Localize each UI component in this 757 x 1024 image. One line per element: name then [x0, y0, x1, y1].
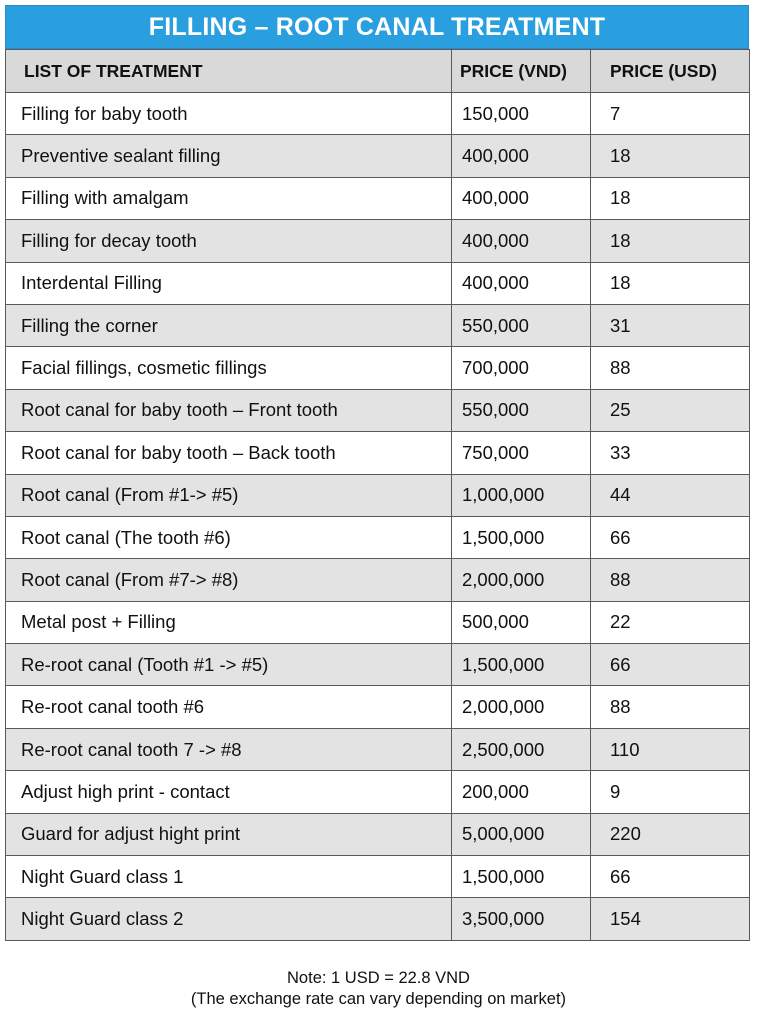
price-vnd: 400,000 [452, 220, 591, 262]
table-row [6, 601, 750, 643]
treatment-name: Guard for adjust hight print [6, 813, 452, 855]
table-row [6, 474, 750, 516]
price-usd: 66 [591, 516, 750, 558]
price-usd: 18 [591, 177, 750, 219]
treatment-name: Filling for decay tooth [6, 220, 452, 262]
price-usd: 66 [591, 644, 750, 686]
price-usd: 18 [591, 220, 750, 262]
treatment-name: Interdental Filling [6, 262, 452, 304]
table-row [6, 813, 750, 855]
table-row [6, 898, 750, 940]
treatment-name: Re-root canal tooth 7 -> #8 [6, 728, 452, 770]
price-vnd: 3,500,000 [452, 898, 591, 940]
price-usd: 220 [591, 813, 750, 855]
treatment-name: Root canal for baby tooth – Front tooth [6, 389, 452, 431]
table-row [6, 347, 750, 389]
price-usd: 7 [591, 93, 750, 135]
price-vnd: 500,000 [452, 601, 591, 643]
price-usd: 88 [591, 347, 750, 389]
table-row [6, 516, 750, 558]
table-row [6, 93, 750, 135]
table-row [6, 771, 750, 813]
treatment-name: Facial fillings, cosmetic fillings [6, 347, 452, 389]
price-vnd: 400,000 [452, 135, 591, 177]
price-vnd: 400,000 [452, 262, 591, 304]
price-usd: 25 [591, 389, 750, 431]
treatment-name: Re-root canal (Tooth #1 -> #5) [6, 644, 452, 686]
table-row [6, 135, 750, 177]
price-vnd: 5,000,000 [452, 813, 591, 855]
price-usd: 88 [591, 559, 750, 601]
price-vnd: 1,000,000 [452, 474, 591, 516]
table-row [6, 728, 750, 770]
treatment-name: Root canal (From #7-> #8) [6, 559, 452, 601]
price-vnd: 2,000,000 [452, 686, 591, 728]
column-header-price-vnd: PRICE (VND) [452, 50, 591, 93]
price-usd: 44 [591, 474, 750, 516]
treatment-name: Filling the corner [6, 304, 452, 346]
price-usd: 22 [591, 601, 750, 643]
treatment-name: Root canal (The tooth #6) [6, 516, 452, 558]
treatment-name: Re-root canal tooth #6 [6, 686, 452, 728]
price-vnd: 700,000 [452, 347, 591, 389]
price-usd: 88 [591, 686, 750, 728]
table-row [6, 262, 750, 304]
treatment-name: Filling for baby tooth [6, 93, 452, 135]
price-vnd: 550,000 [452, 304, 591, 346]
price-vnd: 1,500,000 [452, 516, 591, 558]
price-vnd: 2,000,000 [452, 559, 591, 601]
treatment-name: Metal post + Filling [6, 601, 452, 643]
table-row [6, 177, 750, 219]
price-table [5, 49, 750, 941]
table-row [6, 856, 750, 898]
treatment-name: Root canal for baby tooth – Back tooth [6, 432, 452, 474]
price-vnd: 1,500,000 [452, 856, 591, 898]
exchange-rate-note [0, 968, 757, 1010]
table-row [6, 559, 750, 601]
price-usd: 154 [591, 898, 750, 940]
price-usd: 9 [591, 771, 750, 813]
treatment-name: Filling with amalgam [6, 177, 452, 219]
price-vnd: 1,500,000 [452, 644, 591, 686]
page-title: FILLING – ROOT CANAL TREATMENT [5, 5, 749, 49]
table-row [6, 686, 750, 728]
table-row [6, 304, 750, 346]
exchange-rate-disclaimer: (The exchange rate can vary depending on market) [190, 990, 567, 1008]
treatment-name: Root canal (From #1-> #5) [6, 474, 452, 516]
price-usd: 66 [591, 856, 750, 898]
exchange-rate-line: Note: 1 USD = 22.8 VND [287, 969, 470, 987]
table-row [6, 644, 750, 686]
price-usd: 18 [591, 135, 750, 177]
table-body [6, 93, 750, 941]
table-row [6, 432, 750, 474]
price-vnd: 550,000 [452, 389, 591, 431]
price-sheet [5, 5, 749, 941]
price-usd: 31 [591, 304, 750, 346]
treatment-name: Night Guard class 1 [6, 856, 452, 898]
price-usd: 33 [591, 432, 750, 474]
table-row [6, 389, 750, 431]
price-vnd: 750,000 [452, 432, 591, 474]
table-row [6, 220, 750, 262]
price-usd: 110 [591, 728, 750, 770]
price-vnd: 150,000 [452, 93, 591, 135]
treatment-name: Night Guard class 2 [6, 898, 452, 940]
treatment-name: Adjust high print - contact [6, 771, 452, 813]
price-vnd: 200,000 [452, 771, 591, 813]
price-usd: 18 [591, 262, 750, 304]
column-header-price-usd: PRICE (USD) [591, 50, 750, 93]
price-vnd: 400,000 [452, 177, 591, 219]
treatment-name: Preventive sealant filling [6, 135, 452, 177]
column-header-treatment: LIST OF TREATMENT [6, 50, 452, 93]
table-header-row [6, 50, 750, 93]
price-vnd: 2,500,000 [452, 728, 591, 770]
